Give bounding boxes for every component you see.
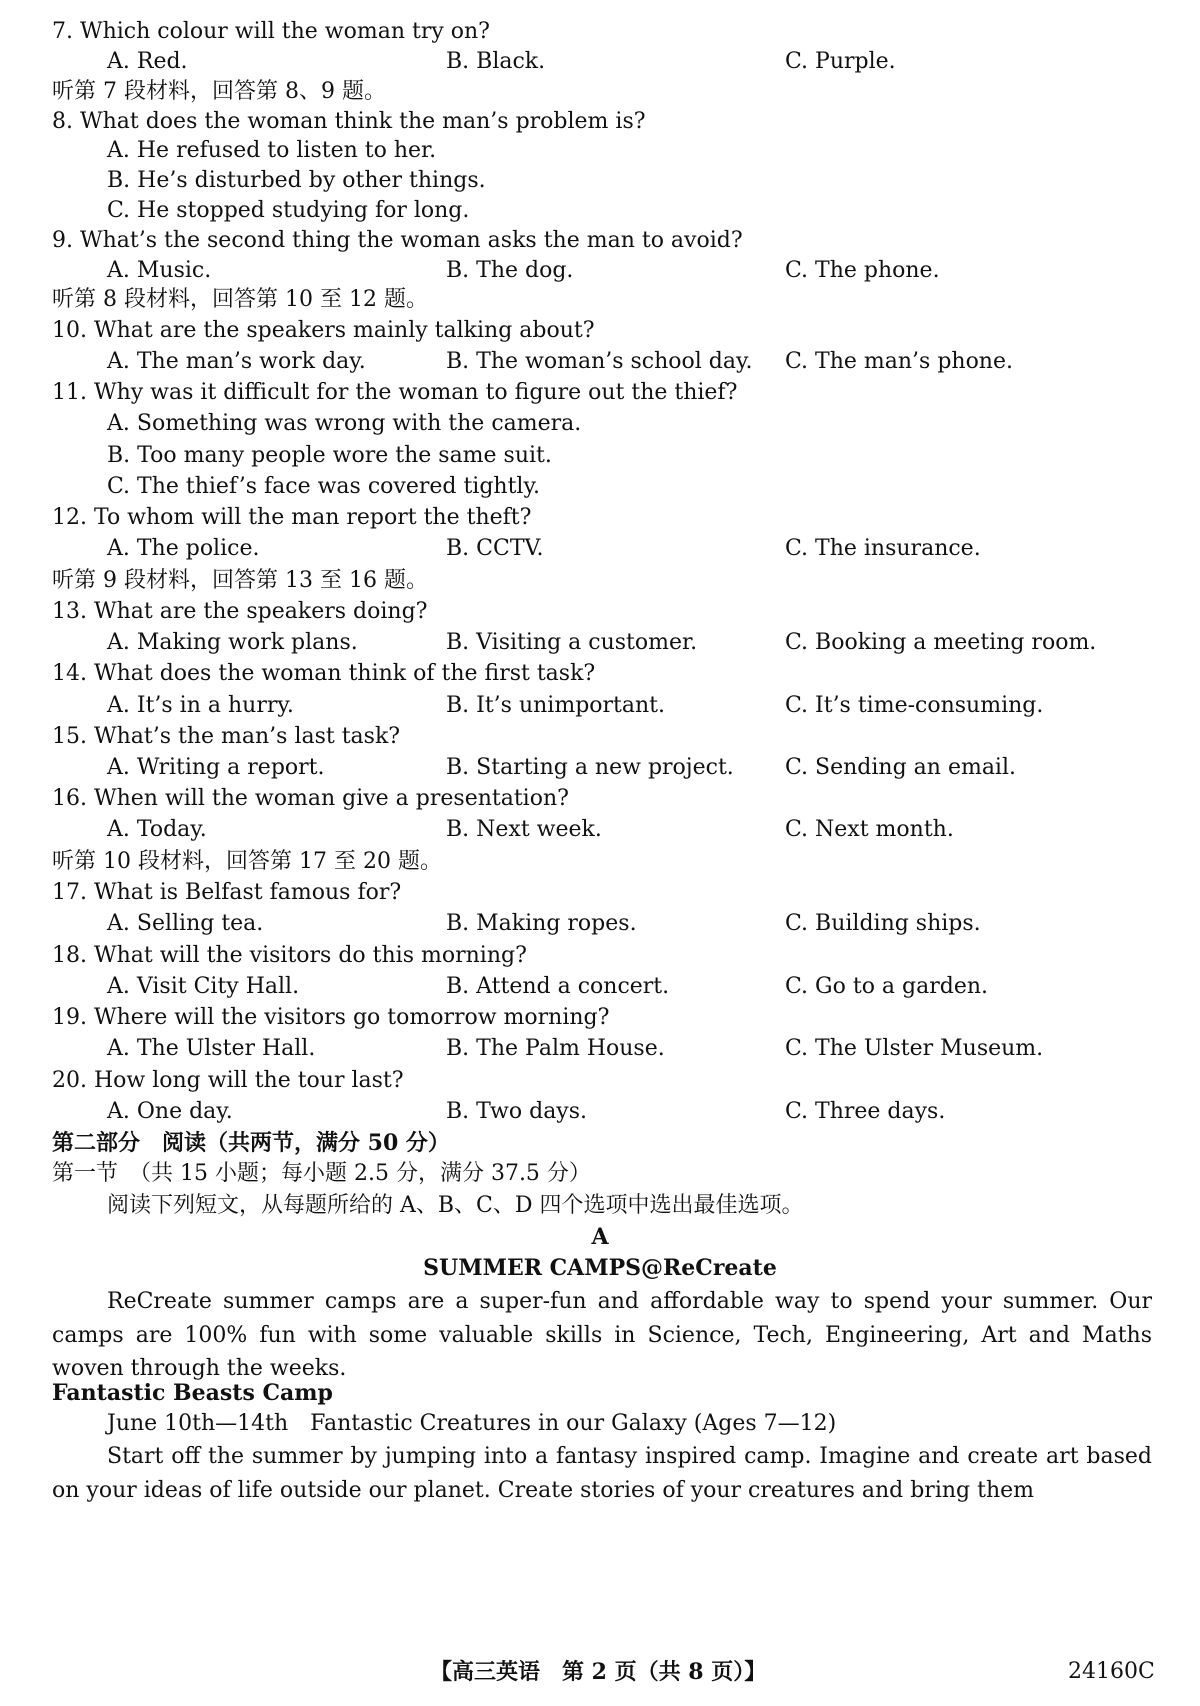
q12-option-c: C. The insurance. bbox=[785, 536, 981, 561]
question-16: 16. When will the woman give a presentation? bbox=[52, 786, 569, 811]
q14-option-a: A. It’s in a hurry. bbox=[107, 693, 294, 718]
question-19: 19. Where will the visitors go tomorrow morning? bbox=[52, 1005, 610, 1030]
q17-option-a: A. Selling tea. bbox=[107, 911, 264, 936]
section1-title: 第一节 （共 15 小题；每小题 2.5 分，满分 37.5 分） bbox=[52, 1161, 591, 1186]
q9-option-b: B. The dog. bbox=[446, 258, 574, 283]
q8-option-a: A. He refused to listen to her. bbox=[107, 138, 437, 163]
q7-option-c: C. Purple. bbox=[785, 49, 896, 74]
q16-option-c: C. Next month. bbox=[785, 817, 954, 842]
q20-option-c: C. Three days. bbox=[785, 1099, 946, 1124]
question-8: 8. What does the woman think the man’s problem is? bbox=[52, 109, 646, 134]
q13-option-c: C. Booking a meeting room. bbox=[785, 630, 1097, 655]
question-7: 7. Which colour will the woman try on? bbox=[52, 19, 490, 44]
q19-option-c: C. The Ulster Museum. bbox=[785, 1036, 1044, 1061]
q15-option-c: C. Sending an email. bbox=[785, 755, 1016, 780]
q18-option-a: A. Visit City Hall. bbox=[107, 974, 300, 999]
q12-option-b: B. CCTV. bbox=[446, 536, 544, 561]
reading-instruction: 阅读下列短文，从每题所给的 A、B、C、D 四个选项中选出最佳选项。 bbox=[107, 1193, 804, 1218]
q10-option-c: C. The man’s phone. bbox=[785, 349, 1013, 374]
q11-option-b: B. Too many people wore the same suit. bbox=[107, 443, 552, 468]
question-13: 13. What are the speakers doing? bbox=[52, 599, 428, 624]
question-17: 17. What is Belfast famous for? bbox=[52, 880, 402, 905]
q16-option-b: B. Next week. bbox=[446, 817, 602, 842]
q9-option-a: A. Music. bbox=[107, 258, 212, 283]
question-15: 15. What’s the man’s last task? bbox=[52, 724, 401, 749]
section-header-8: 听第 8 段材料，回答第 10 至 12 题。 bbox=[52, 287, 428, 312]
q13-option-b: B. Visiting a customer. bbox=[446, 630, 698, 655]
passage-letter: A bbox=[591, 1224, 609, 1250]
q10-option-b: B. The woman’s school day. bbox=[446, 349, 753, 374]
q14-option-b: B. It’s unimportant. bbox=[446, 693, 666, 718]
section-header-10: 听第 10 段材料，回答第 17 至 20 题。 bbox=[52, 849, 442, 874]
q11-option-c: C. The thief’s face was covered tightly. bbox=[107, 474, 540, 499]
section-header-7: 听第 7 段材料，回答第 8、9 题。 bbox=[52, 79, 386, 104]
question-14: 14. What does the woman think of the first task? bbox=[52, 661, 596, 686]
question-12: 12. To whom will the man report the theft? bbox=[52, 505, 532, 530]
q18-option-b: B. Attend a concert. bbox=[446, 974, 670, 999]
footer-page-label: 【高三英语 第 2 页（共 8 页）】 bbox=[430, 1659, 767, 1685]
q15-option-a: A. Writing a report. bbox=[107, 755, 325, 780]
q11-option-a: A. Something was wrong with the camera. bbox=[107, 411, 582, 436]
question-18: 18. What will the visitors do this morning? bbox=[52, 943, 527, 968]
camp-description: Start off the summer by jumping into a fantasy inspired camp. Imagine and create art based on your ideas of life outside our planet. Create stories of your creatures and bring them bbox=[52, 1444, 1152, 1503]
q7-option-a: A. Red. bbox=[107, 49, 188, 74]
section-header-9: 听第 9 段材料，回答第 13 至 16 题。 bbox=[52, 568, 428, 593]
q20-option-a: A. One day. bbox=[107, 1099, 233, 1124]
q7-option-b: B. Black. bbox=[446, 49, 546, 74]
q20-option-b: B. Two days. bbox=[446, 1099, 588, 1124]
question-9: 9. What’s the second thing the woman asks the man to avoid? bbox=[52, 228, 743, 253]
part2-title: 第二部分 阅读（共两节，满分 50 分） bbox=[52, 1130, 450, 1156]
q15-option-b: B. Starting a new project. bbox=[446, 755, 734, 780]
q8-option-c: C. He stopped studying for long. bbox=[107, 198, 470, 223]
question-20: 20. How long will the tour last? bbox=[52, 1068, 404, 1093]
q19-option-a: A. The Ulster Hall. bbox=[107, 1036, 316, 1061]
q17-option-b: B. Making ropes. bbox=[446, 911, 637, 936]
q19-option-b: B. The Palm House. bbox=[446, 1036, 665, 1061]
camp-title: Fantastic Beasts Camp bbox=[52, 1380, 333, 1406]
q13-option-a: A. Making work plans. bbox=[107, 630, 358, 655]
passage-title: SUMMER CAMPS@ReCreate bbox=[423, 1255, 777, 1281]
q8-option-b: B. He’s disturbed by other things. bbox=[107, 168, 486, 193]
q10-option-a: A. The man’s work day. bbox=[107, 349, 366, 374]
q9-option-c: C. The phone. bbox=[785, 258, 940, 283]
q17-option-c: C. Building ships. bbox=[785, 911, 981, 936]
q18-option-c: C. Go to a garden. bbox=[785, 974, 989, 999]
question-11: 11. Why was it difficult for the woman to figure out the thief? bbox=[52, 380, 738, 405]
q16-option-a: A. Today. bbox=[107, 817, 207, 842]
question-10: 10. What are the speakers mainly talking about? bbox=[52, 318, 595, 343]
footer-code: 24160C bbox=[1068, 1659, 1155, 1684]
camp-dates: June 10th—14th Fantastic Creatures in our Galaxy (Ages 7—12) bbox=[107, 1411, 837, 1436]
q14-option-c: C. It’s time-consuming. bbox=[785, 693, 1044, 718]
passage-intro: ReCreate summer camps are a super-fun and affordable way to spend your summer. Our camps are 100% fun with some valuable skills in Science, Tech, Engineering, Art and Maths woven through the weeks. bbox=[52, 1289, 1152, 1381]
q12-option-a: A. The police. bbox=[107, 536, 260, 561]
